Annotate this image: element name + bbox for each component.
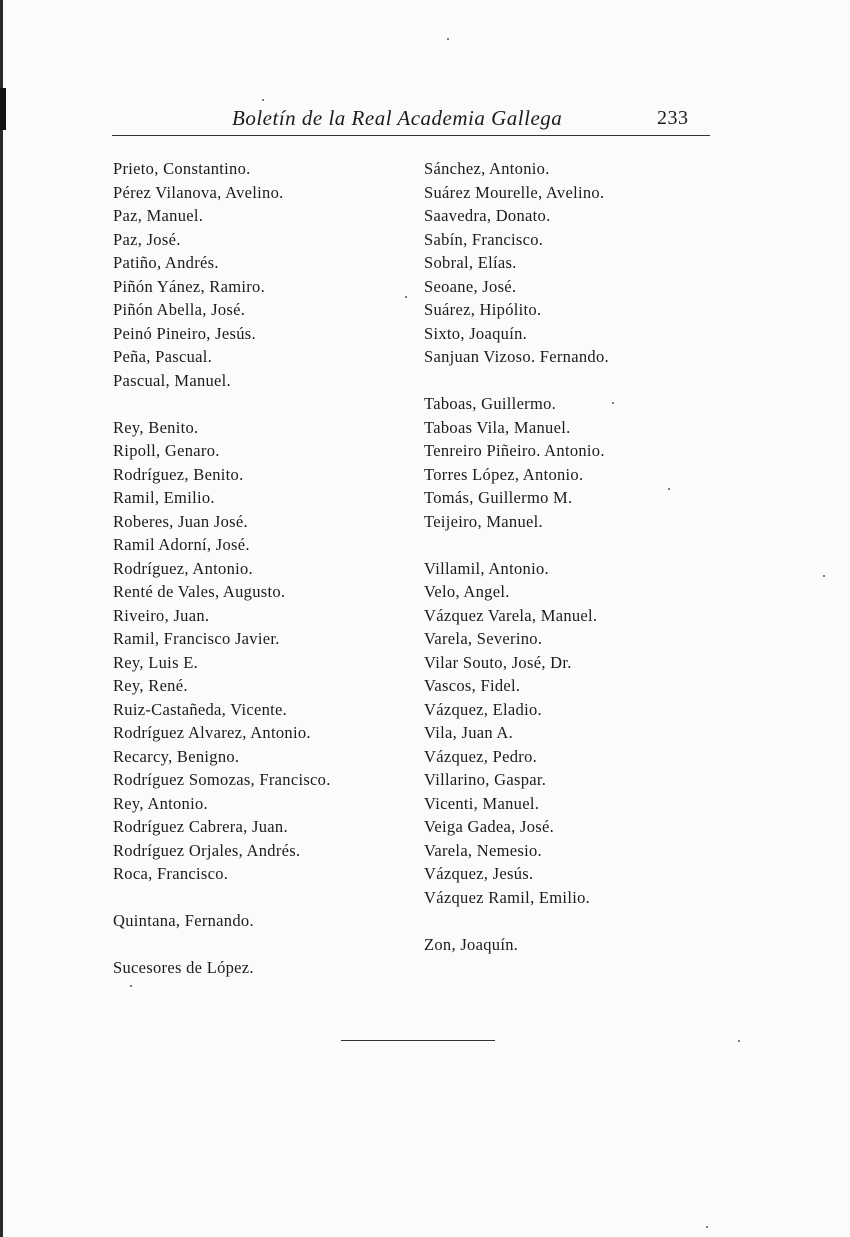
list-item: Recarcy, Benigno. <box>113 746 240 766</box>
list-item: Paz, Manuel. <box>113 206 204 225</box>
list-item: Vázquez, Pedro. <box>424 746 538 766</box>
scan-speck <box>447 38 449 40</box>
list-item: Rodríguez Cabrera, Juan. <box>113 817 288 836</box>
list-item: Seoane, José. <box>424 276 517 296</box>
list-item: Paz, José. <box>113 229 181 249</box>
scan-speck <box>738 1040 740 1042</box>
list-item: Tomás, Guillermo M. <box>424 488 573 507</box>
list-item: Rey, Luis E. <box>113 652 199 672</box>
list-item: Rodríguez Alvarez, Antonio. <box>113 723 311 742</box>
list-item: Zon, Joaquín. <box>424 934 519 954</box>
list-item: Tenreiro Piñeiro. Antonio. <box>424 441 605 460</box>
list-item: Vascos, Fidel. <box>424 676 521 695</box>
scan-speck <box>823 575 825 577</box>
left-group-s <box>113 956 413 980</box>
list-item: Vicenti, Manuel. <box>424 793 540 813</box>
left-column <box>113 157 413 980</box>
list-item: Rey, Benito. <box>113 417 199 437</box>
list-item: Sanjuan Vizoso. Fernando. <box>424 347 609 366</box>
right-column <box>424 157 714 956</box>
header-rule <box>112 135 710 136</box>
group-spacer <box>424 533 714 557</box>
list-item: Ramil Adorní, José. <box>113 535 250 554</box>
list-item: Taboas, Guillermo. <box>424 394 557 413</box>
list-item: Suárez Mourelle, Avelino. <box>424 182 605 202</box>
left-group-q <box>113 909 413 933</box>
list-item: Suárez, Hipólito. <box>424 300 542 319</box>
list-item: Ruiz-Castañeda, Vicente. <box>113 699 288 719</box>
list-item: Vila, Juan A. <box>424 723 514 742</box>
list-item: Ramil, Francisco Javier. <box>113 629 280 648</box>
list-item: Saavedra, Donato. <box>424 206 551 225</box>
left-group-p <box>113 157 413 392</box>
scan-speck <box>405 296 407 298</box>
list-item: Riveiro, Juan. <box>113 605 210 625</box>
running-header <box>230 106 710 136</box>
closing-rule <box>341 1040 495 1041</box>
list-item: Varela, Nemesio. <box>424 840 542 860</box>
scan-speck <box>262 99 264 101</box>
group-spacer <box>424 909 714 933</box>
list-item: Vázquez Ramil, Emilio. <box>424 887 591 907</box>
scan-edge <box>0 0 3 1237</box>
list-item: Prieto, Constantino. <box>113 159 251 178</box>
list-item: Teijeiro, Manuel. <box>424 511 543 531</box>
group-spacer <box>113 933 413 957</box>
list-item: Rodríguez Somozas, Francisco. <box>113 770 331 789</box>
list-item: Ramil, Emilio. <box>113 488 215 507</box>
left-group-r <box>113 416 413 886</box>
right-group-z <box>424 933 714 957</box>
list-item: Rodríguez, Benito. <box>113 464 244 484</box>
list-item: Pérez Vilanova, Avelino. <box>113 182 284 202</box>
list-item: Vilar Souto, José, Dr. <box>424 652 572 672</box>
page-number: 233 <box>657 107 689 129</box>
list-item: Taboas Vila, Manuel. <box>424 417 571 437</box>
right-group-s <box>424 157 714 369</box>
list-item: Villarino, Gaspar. <box>424 770 547 789</box>
list-item: Roca, Francisco. <box>113 864 229 883</box>
list-item: Sabín, Francisco. <box>424 229 544 249</box>
list-item: Peinó Pineiro, Jesús. <box>113 323 256 343</box>
list-item: Quintana, Fernando. <box>113 911 254 930</box>
scan-speck <box>706 1226 708 1228</box>
list-item: Rodríguez, Antonio. <box>113 558 253 578</box>
list-item: Vázquez, Eladio. <box>424 699 542 719</box>
list-item: Vázquez, Jesús. <box>424 864 534 883</box>
list-item: Roberes, Juan José. <box>113 511 248 531</box>
list-item: Piñón Abella, José. <box>113 300 246 319</box>
list-item: Pascual, Manuel. <box>113 370 231 390</box>
list-item: Piñón Yánez, Ramiro. <box>113 276 266 296</box>
list-item: Veiga Gadea, José. <box>424 817 555 836</box>
list-item: Patiño, Andrés. <box>113 253 219 272</box>
list-item: Vázquez Varela, Manuel. <box>424 605 598 625</box>
list-item: Rodríguez Orjales, Andrés. <box>113 840 301 860</box>
group-spacer <box>424 369 714 393</box>
scan-edge-mark <box>0 88 6 130</box>
right-group-v <box>424 557 714 910</box>
list-item: Velo, Angel. <box>424 582 510 601</box>
group-spacer <box>113 886 413 910</box>
list-item: Ripoll, Genaro. <box>113 441 220 460</box>
list-item: Renté de Vales, Augusto. <box>113 582 286 601</box>
list-item: Villamil, Antonio. <box>424 558 549 578</box>
list-item: Rey, Antonio. <box>113 793 208 813</box>
list-item: Sánchez, Antonio. <box>424 159 550 178</box>
list-item: Peña, Pascual. <box>113 347 213 366</box>
group-spacer <box>113 392 413 416</box>
list-item: Varela, Severino. <box>424 629 543 648</box>
journal-title: Boletín de la Real Academia Gallega <box>232 106 563 130</box>
list-item: Sucesores de López. <box>113 958 254 977</box>
list-item: Rey, René. <box>113 676 188 695</box>
list-item: Sobral, Elías. <box>424 253 517 272</box>
scan-speck <box>130 985 132 987</box>
scan-speck <box>612 402 614 404</box>
list-item: Torres López, Antonio. <box>424 464 584 484</box>
right-group-t <box>424 392 714 533</box>
scan-speck <box>668 488 670 490</box>
list-item: Sixto, Joaquín. <box>424 323 528 343</box>
